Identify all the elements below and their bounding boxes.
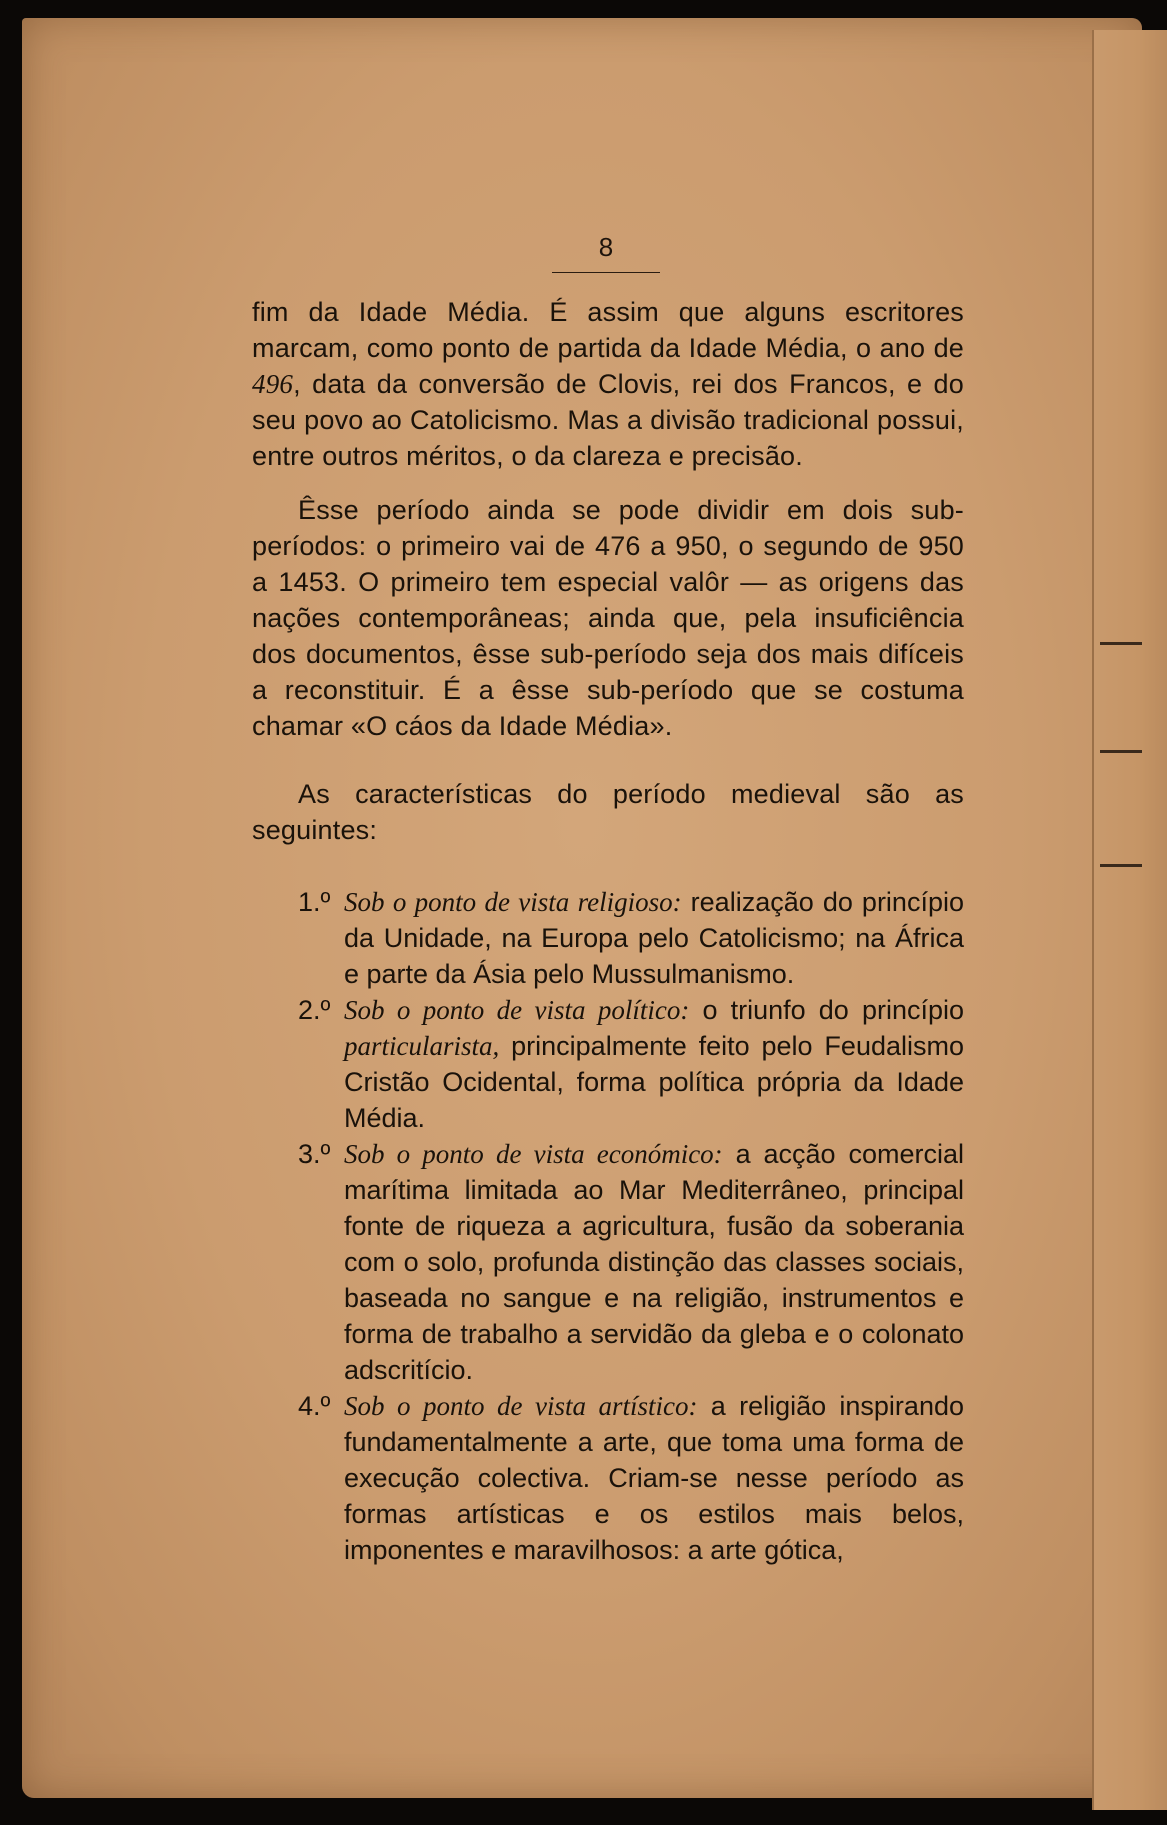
list-heading: Sob o ponto de vista político: bbox=[344, 995, 690, 1025]
paragraph-subperiods: Êsse período ainda se pode dividir em dois sub-períodos: o primeiro vai de 476 a 950, o segundo de 950 a 1453. O primeiro tem especial valôr — as origens das nações contemporâneas; ainda que, pela insuficiência dos documentos, êsse sub-período seja dos mais difíceis a reconstituir. É a êsse sub-período que se costuma chamar «O cáos da Idade Média». bbox=[252, 495, 964, 741]
list-item-religious bbox=[252, 884, 964, 992]
list-item-political bbox=[252, 992, 964, 1136]
page-number-rule bbox=[552, 272, 660, 273]
list-number: 2.º bbox=[298, 995, 331, 1025]
list-emphasis: particularista, bbox=[344, 1031, 500, 1061]
characteristics-list bbox=[252, 884, 964, 1568]
list-heading: Sob o ponto de vista económico: bbox=[344, 1139, 723, 1169]
fold-mark bbox=[1100, 864, 1142, 867]
paragraph-continuation bbox=[252, 294, 964, 474]
list-text: principalmente feito pelo Feudalismo Cristão Ocidental, forma política própria da Idade Média. bbox=[344, 1031, 964, 1133]
list-number: 4.º bbox=[298, 1391, 331, 1421]
fold-mark bbox=[1100, 642, 1142, 645]
paragraph-characteristics-intro: As características do período medieval são as seguintes: bbox=[252, 779, 964, 845]
page-number: 8 bbox=[598, 232, 614, 262]
list-number: 3.º bbox=[298, 1139, 331, 1169]
paragraph-1-year: 496 bbox=[252, 369, 294, 399]
list-heading: Sob o ponto de vista artístico: bbox=[344, 1391, 698, 1421]
fold-mark bbox=[1100, 750, 1142, 753]
paragraph-1-part-2: , data da conversão de Clovis, rei dos Francos, e do seu povo ao Catolicismo. Mas a divisão tradicional possui, entre outros méritos, o da clareza e precisão. bbox=[252, 369, 964, 471]
list-text: a religião inspirando fundamentalmente a arte, que toma uma forma de execução colectiva. Criam-se nesse período as formas artísticas e os estilos mais belos, imponentes e maravilhosos: a arte gótica, bbox=[344, 1391, 964, 1565]
list-text: realização do princípio da Unidade, na Europa pelo Catolicismo; na África e parte da Ásia pelo Mussulmanismo. bbox=[344, 887, 964, 989]
list-heading: Sob o ponto de vista religioso: bbox=[344, 887, 682, 917]
list-item-economic bbox=[252, 1136, 964, 1388]
list-text: a acção comercial marítima limitada ao Mar Mediterrâneo, principal fonte de riqueza a agricultura, fusão da soberania com o solo, profunda distinção das classes sociais, baseada no sangue e na religião, instrumentos e forma de trabalho a servidão da gleba e o colonato adscritício. bbox=[344, 1139, 964, 1385]
list-number: 1.º bbox=[298, 887, 331, 917]
list-item-artistic bbox=[252, 1388, 964, 1568]
paragraph-1-part-1: fim da Idade Média. É assim que alguns escritores marcam, como ponto de partida da Idade Média, o ano de bbox=[252, 297, 964, 363]
list-text: o triunfo do princípio bbox=[689, 995, 964, 1025]
facing-page-edge bbox=[1092, 30, 1167, 1810]
